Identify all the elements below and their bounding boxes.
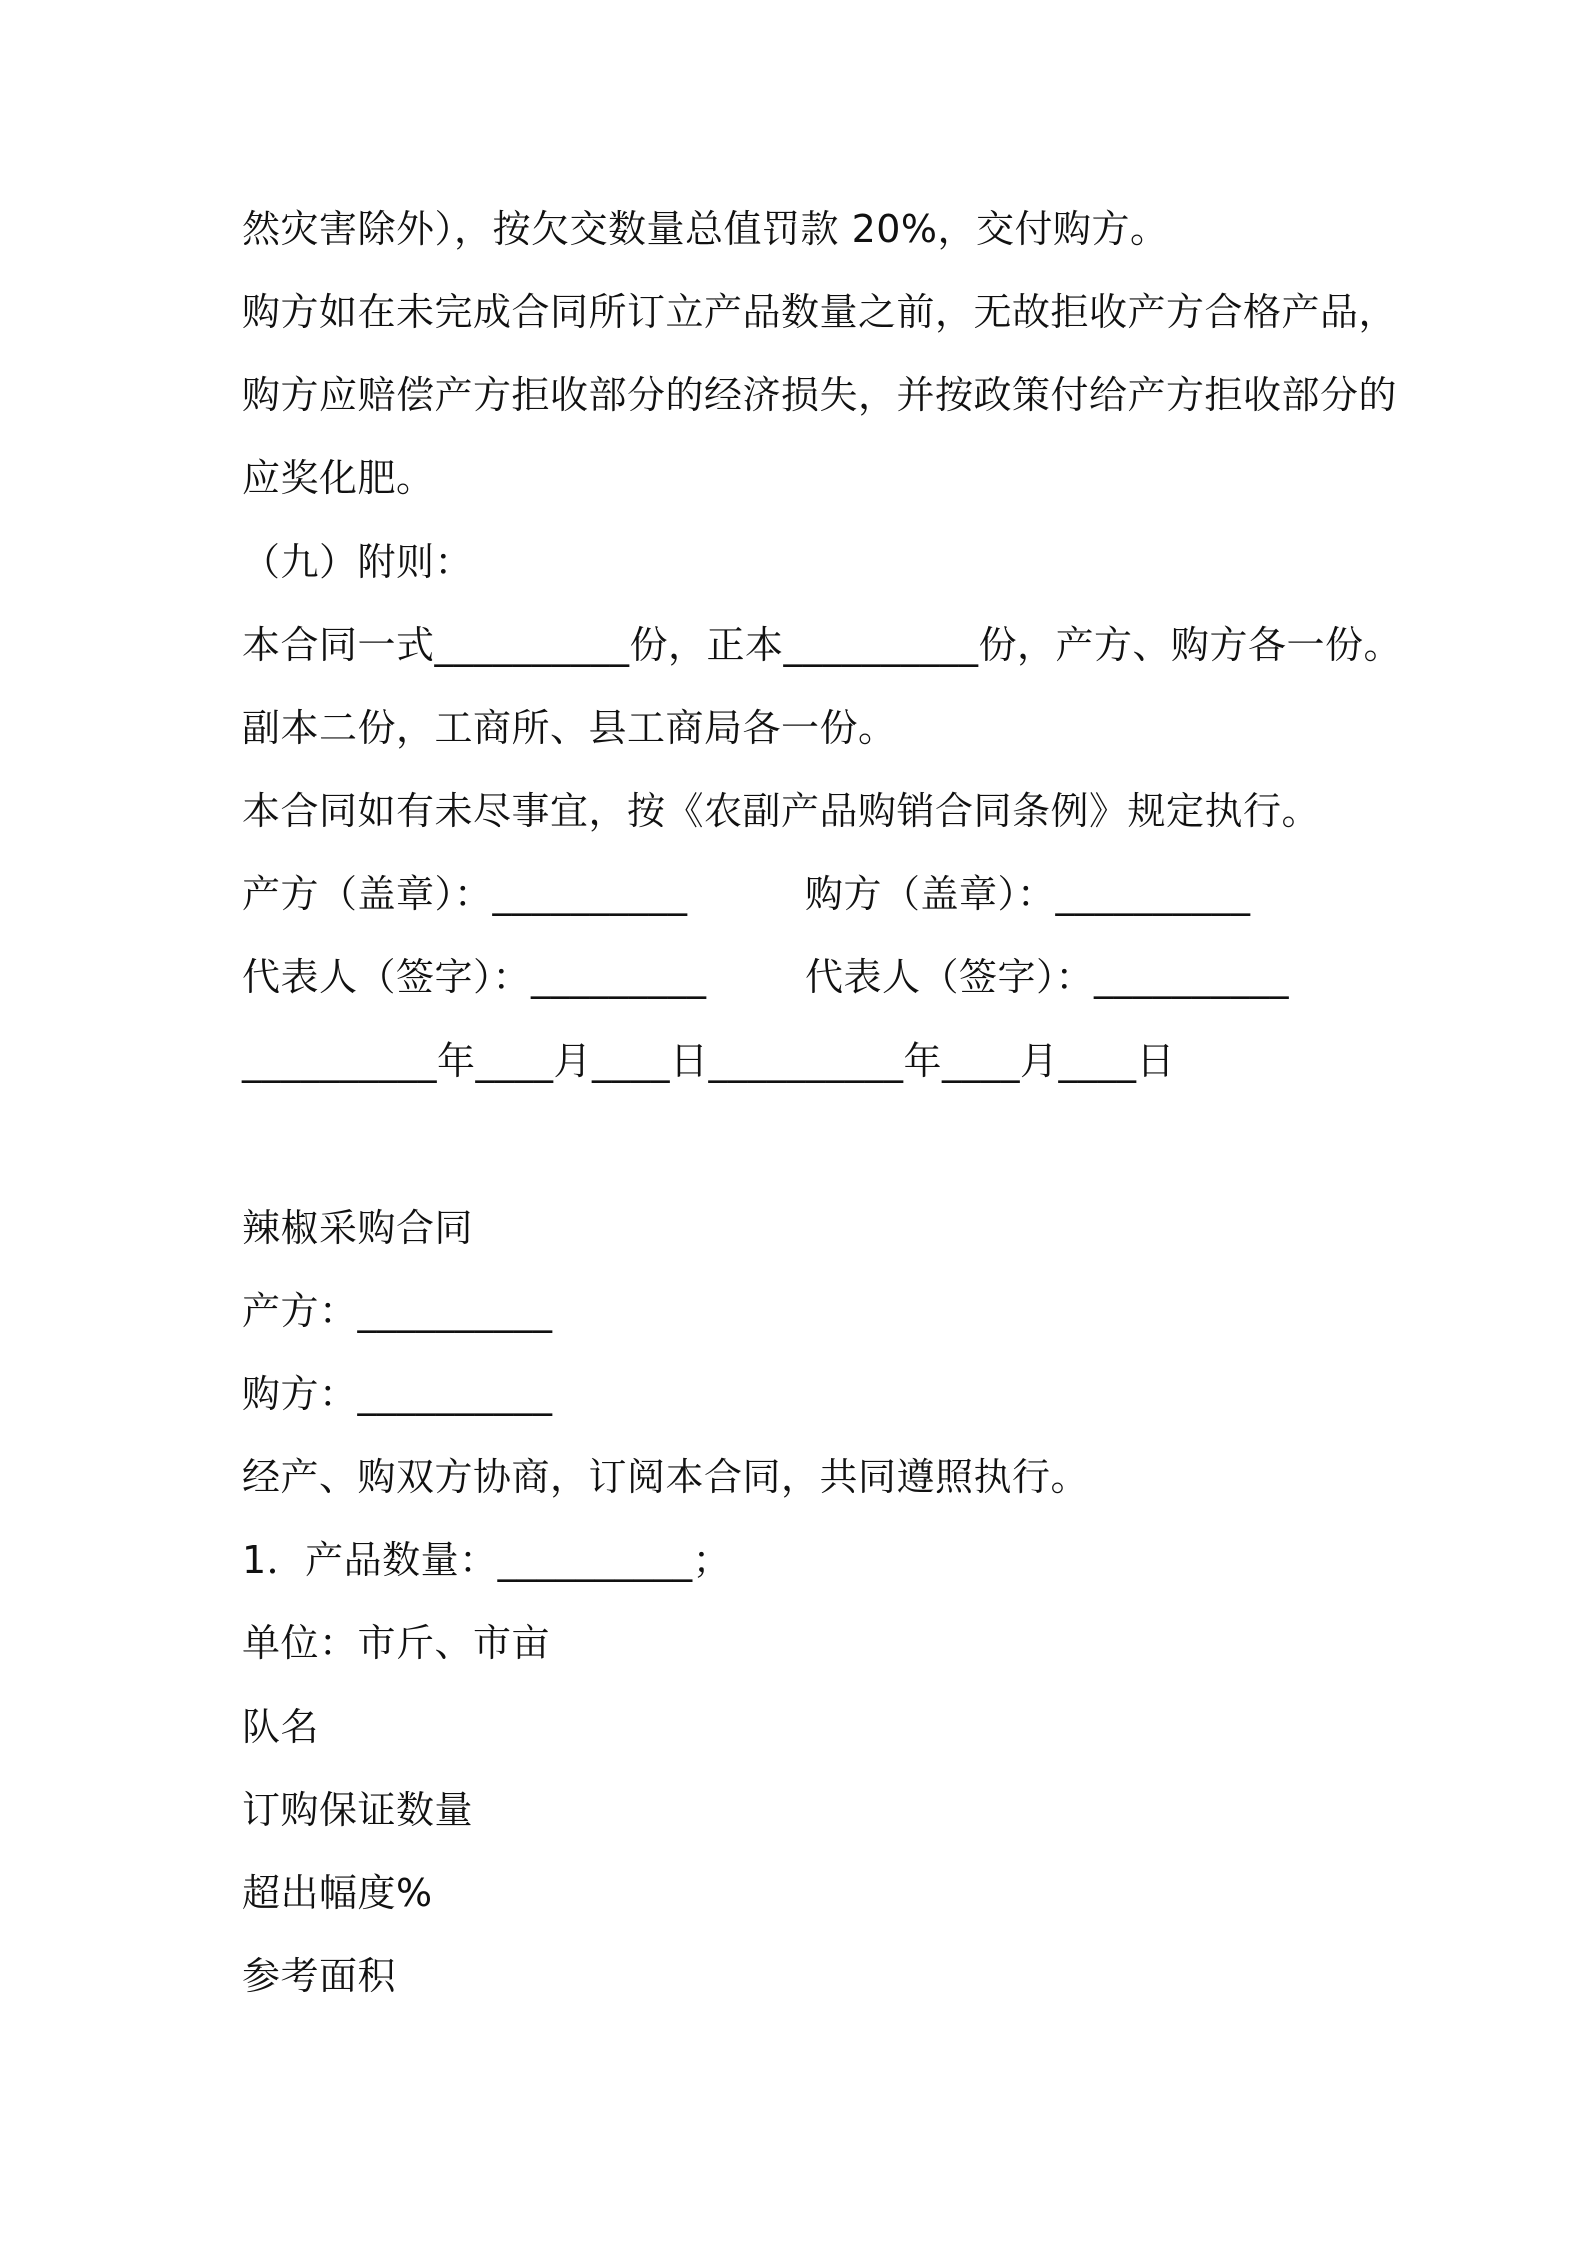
buyer-seal-field: 购方（盖章）：__________ [805,872,1251,916]
contract-title: 辣椒采购合同 [242,1206,474,1250]
paragraph-line: 超出幅度% [242,1871,433,1915]
paragraph-line: 单位：市斤、市亩 [242,1621,551,1665]
section-heading: （九）附则： [242,540,474,584]
seller-seal-field: 产方（盖章）：__________ [242,872,688,916]
paragraph-line: 应奖化肥。 [242,456,435,500]
paragraph-line: 本合同如有未尽事宜，按《农副产品购销合同条例》规定执行。 [242,789,1321,833]
paragraph-line: 购方如在未完成合同所订立产品数量之前，无故拒收产方合格产品， [242,290,1398,334]
paragraph-line: 本合同一式__________份，正本__________份，产方、购方各一份。 [242,623,1403,667]
paragraph-line: 参考面积 [242,1954,397,1998]
seller-representative-field: 代表人（签字）：_________ [242,955,707,999]
buyer-field: 购方：__________ [242,1372,553,1416]
paragraph-line: 购方应赔偿产方拒收部分的经济损失，并按政策付给产方拒收部分的 [242,373,1398,417]
paragraph-line: 然灾害除外），按欠交数量总值罚款 20%，交付购方。 [242,207,1169,251]
paragraph-line: 队名 [242,1705,320,1749]
paragraph-line: 订购保证数量 [242,1788,474,1832]
seller-field: 产方：__________ [242,1289,553,1333]
quantity-field: 1．产品数量：__________； [242,1538,732,1582]
paragraph-line: 副本二份，工商所、县工商局各一份。 [242,706,897,750]
paragraph-line: 经产、购双方协商，订阅本合同，共同遵照执行。 [242,1455,1090,1499]
date-fields: __________年____月____日__________年____月____日 [242,1039,1176,1083]
buyer-representative-field: 代表人（签字）：__________ [805,955,1290,999]
